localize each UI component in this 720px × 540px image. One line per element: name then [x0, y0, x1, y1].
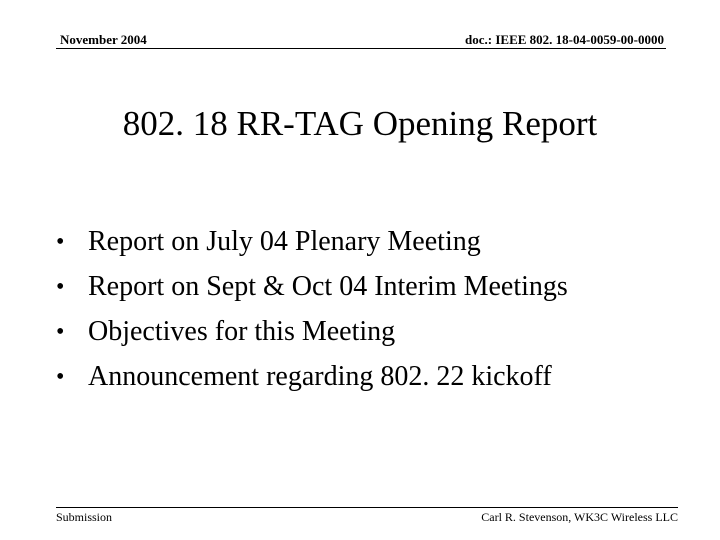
bullet-item	[56, 357, 696, 402]
bullet-list	[56, 222, 696, 402]
bullet-icon: •	[56, 229, 65, 255]
header-date: November 2004	[60, 32, 147, 47]
slide-title: 802. 18 RR-TAG Opening Report	[122, 104, 598, 143]
slide-header	[56, 32, 666, 49]
footer-author: Carl R. Stevenson, WK3C Wireless LLC	[481, 510, 678, 524]
bullet-item	[56, 222, 696, 267]
slide-footer	[56, 507, 678, 524]
footer-submission: Submission	[56, 510, 113, 524]
bullet-icon: •	[56, 319, 65, 345]
bullet-icon: •	[56, 364, 65, 390]
bullet-icon: •	[56, 274, 65, 300]
bullet-item	[56, 267, 696, 312]
bullet-text: Announcement regarding 802. 22 kickoff	[88, 361, 552, 392]
bullet-text: Report on July 04 Plenary Meeting	[88, 226, 481, 257]
bullet-item	[56, 312, 696, 357]
bullet-text: Objectives for this Meeting	[88, 316, 396, 347]
bullet-text: Report on Sept & Oct 04 Interim Meetings	[88, 271, 568, 302]
header-doc-id: doc.: IEEE 802. 18-04-0059-00-0000	[465, 32, 664, 47]
